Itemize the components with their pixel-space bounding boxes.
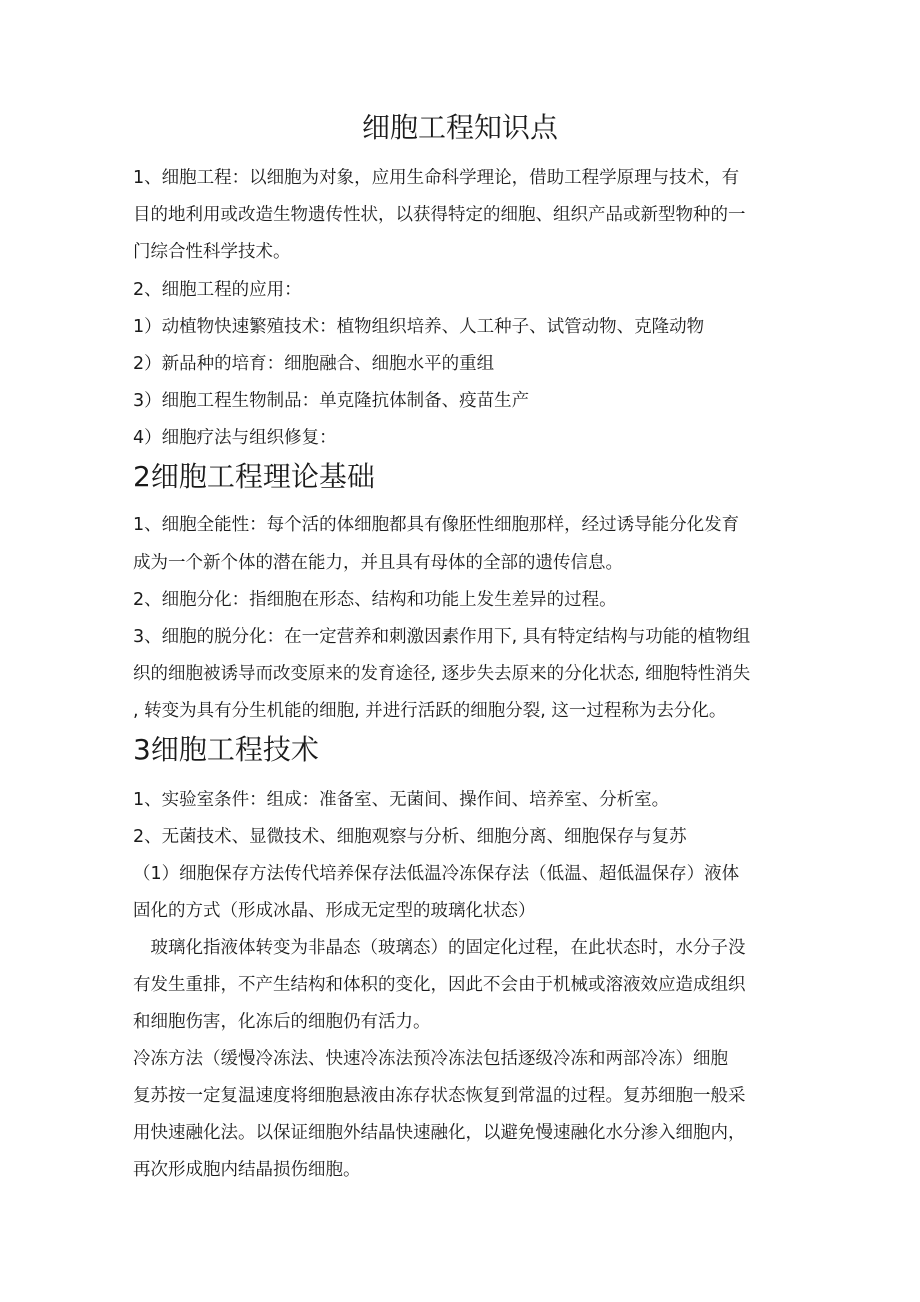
paragraph-line: 冷冻方法（缓慢冷冻法、快速冷冻法预冷冻法包括逐级冷冻和两部冷冻）细胞 (133, 1049, 728, 1069)
paragraph-line: 1、细胞工程：以细胞为对象，应用生命科学理论，借助工程学原理与技术，有 (133, 168, 740, 188)
paragraph-line: 1）动植物快速繁殖技术：植物组织培养、人工种子、试管动物、克隆动物 (133, 317, 705, 337)
paragraph-line: 固化的方式（形成冰晶、形成无定型的玻璃化状态） (133, 901, 536, 921)
section-heading: 3细胞工程技术 (133, 733, 319, 766)
paragraph-line: 目的地利用或改造生物遗传性状，以获得特定的细胞、组织产品或新型物种的一 (133, 205, 746, 225)
paragraph-line: 4）细胞疗法与组织修复： (133, 428, 337, 448)
paragraph-line: 3）细胞工程生物制品：单克隆抗体制备、疫苗生产 (133, 391, 530, 411)
paragraph-line: 1、实验室条件：组成：准备室、无菌间、操作间、培养室、分析室。 (133, 790, 670, 810)
paragraph-line: 用快速融化法。以保证细胞外结晶快速融化，以避免慢速融化水分渗入细胞内， (133, 1123, 746, 1143)
paragraph-line: （1）细胞保存方法传代培养保存法低温冷冻保存法（低温、超低温保存）液体 (133, 864, 740, 884)
paragraph-line: 2、细胞工程的应用： (133, 280, 302, 300)
paragraph-line: 织的细胞被诱导而改变原来的发育途径, 逐步失去原来的分化状态, 细胞特性消失 (133, 664, 751, 684)
paragraph-line: 1、细胞全能性：每个活的体细胞都具有像胚性细胞那样，经过诱导能分化发育 (133, 515, 740, 535)
paragraph-line: 3、细胞的脱分化：在一定营养和刺激因素作用下, 具有特定结构与功能的植物组 (133, 627, 751, 647)
paragraph-line: 再次形成胞内结晶损伤细胞。 (133, 1160, 361, 1180)
section-heading: 2细胞工程理论基础 (133, 460, 375, 493)
paragraph-line: 门综合性科学技术。 (133, 242, 291, 262)
document-title: 细胞工程知识点 (361, 111, 558, 144)
paragraph-line: 玻璃化指液体转变为非晶态（玻璃态）的固定化过程，在此状态时，水分子没 (133, 938, 746, 958)
paragraph-line: 成为一个新个体的潜在能力，并且具有母体的全部的遗传信息。 (133, 553, 623, 573)
paragraph-line: 2）新品种的培育：细胞融合、细胞水平的重组 (133, 354, 495, 374)
paragraph-line: 2、无菌技术、显微技术、细胞观察与分析、细胞分离、细胞保存与复苏 (133, 827, 687, 847)
paragraph-line: , 转变为具有分生机能的细胞, 并进行活跃的细胞分裂, 这一过程称为去分化。 (133, 701, 727, 721)
paragraph-line: 和细胞伤害，化冻后的细胞仍有活力。 (133, 1012, 431, 1032)
paragraph-line: 复苏按一定复温速度将细胞悬液由冻存状态恢复到常温的过程。复苏细胞一般采 (133, 1086, 746, 1106)
paragraph-line: 有发生重排，不产生结构和体积的变化，因此不会由于机械或溶液效应造成组织 (133, 975, 746, 995)
paragraph-line: 2、细胞分化：指细胞在形态、结构和功能上发生差异的过程。 (133, 590, 617, 610)
